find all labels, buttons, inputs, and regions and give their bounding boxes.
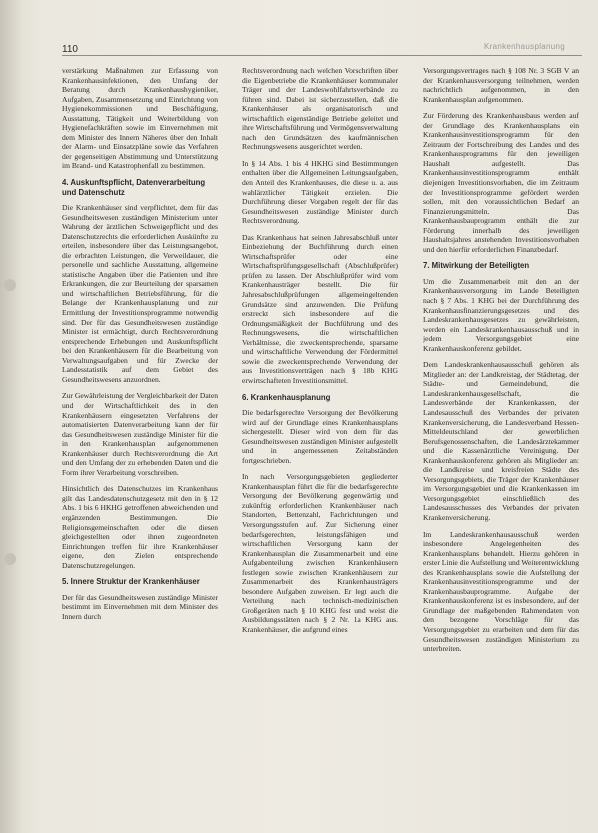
section-heading: 6. Krankenhausplanung: [242, 392, 331, 402]
paragraph: Zur Gewährleistung der Vergleichbarkeit der Daten und der Wirtschaftlichkeit des in den Krankenhäusern eingesetzten Verfahrens der automatisierten Datenverarbeitung kann der für das Gesundheitswesen zuständige Minister für die in den Krankenhausplan aufgenommenen Krankenhäuser durch Rechtsverordnung die Art und den Umfang der zu erhebenden Daten und die Form ihrer Verarbeitung vorschreiben.: [62, 391, 218, 477]
page-number: 110: [62, 44, 78, 55]
section-heading: 5. Innere Struktur der Krankenhäuser: [62, 577, 200, 587]
paragraph: Die Krankenhäuser sind verpflichtet, dem für das Gesundheitswesen zuständigen Ministerium unter Wahrung der ärztlichen Schweigepflicht und des Datenschutzrechts die erforderlichen Auskünfte zu erteilen, insbesondere über das Leistungsangebot, die erbrachten Leistungen, die Verweildauer, die personelle und sachliche Ausstattung, allgemeine statistische Angaben über die Patienten und ihre Erkrankungen, die zur Beurteilung der sparsamen und wirtschaftlichen Betriebsführung, für die Belange der Krankenhausplanung und zur Ermittlung der Investitionsprogramme notwendig sind. Der für das Gesundheitswesen zuständige Minister ist ermächtigt, durch Rechtsverordnung entsprechende Erhebungen und Auskunftspflicht bei den Krankenhäusern für die Bearbeitung von Verwaltungsaufgaben und für Zwecke der Landesstatistik auf dem Gebiet des Gesundheitswesens anzuordnen.: [62, 203, 218, 384]
paragraph: In nach Versorgungsgebieten gegliederter Krankenhausplan führt die für die bedarfsgerechte Versorgung der Bevölkerung gegenwärtig und zukünftig erforderlichen Krankenhäuser nach Standorten, Bettenzahl, Fachrichtungen und Versorgungsstufen auf. Zur Sicherung einer bedarfsgerechten, leistungsfähigen und wirtschaftlichen Versorgung kann der Krankenhausplan die Zusammenarbeit und eine Aufgabenteilung zwischen Krankenhäusern festlegen sowie zwischen Krankenhäusern zur Zusammenarbeit des Krankenhausträgers besondere Aufgaben zuweisen. Er legt auch die Verteilung nach technisch-medizinischen Großgeräten nach § 10 KHG fest und weist die Ausbildungsstätten nach § 2 Nr. 1a KHG aus. Krankenhäuser, die aufgrund eines: [242, 472, 398, 635]
header-rule: [62, 55, 582, 56]
punch-hole: [4, 279, 16, 291]
punch-hole: [4, 553, 16, 565]
paragraph: Versorgungsvertrages nach § 108 Nr. 3 SGB V an der Krankenhausversorgung teilnehmen, werden nachrichtlich aufgenommen, in den Krankenhausplan aufgenommen.: [423, 66, 579, 104]
paragraph: Rechtsverordnung nach welchen Vorschriften über die Eigenbetriebe die Krankenhäuser kommunaler Träger und der Landeswohlfahrtsverbände zu führen sind. Dabei ist sicherzustellen, daß die Krankenhäuser als organisatorisch und wirtschaftlich eigenständige Betriebe geleitet und ihre Wirtschaftsführung und Vermögensverwaltung nach den Grundsätzen des kaufmännischen Rechnungswesens ausgerichtet werden.: [242, 66, 398, 152]
paragraph: Zur Förderung des Krankenhausbaus werden auf der Grundlage des Krankenhausplans ein Krankenhausinvestitionsprogramm für den Zeitraum der Fortschreibung des Landes und des Krankenhausprogramms für den jeweiligen Haushalt aufgestellt. Das Krankenhausinvestitionsprogramm enthält diejenigen Investitionsvorhaben, die im Zeitraum der Investitionsprogramme gefördert werden sollen, mit den voraussichtlichen Bedarf an Finanzierungsmitteln. Das Krankenhausbauprogramm enthält die zur Förderung innerhalb des jeweiligen Haushaltsjahres anstehenden Investitionsvorhaben und den hierfür erforderlichen Finanzbedarf.: [423, 111, 579, 254]
section-heading: 7. Mitwirkung der Beteiligten: [423, 261, 530, 271]
text-column-1: [62, 66, 218, 826]
paragraph: Hinsichtlich des Datenschutzes im Krankenhaus gilt das Landesdatenschutzgesetz mit den in § 12 Abs. 1 bis 6 HKHG getroffenen abweichenden und ergänzenden Bestimmungen. Die Religionsgemeinschaften oder die diesen gleichgestellten oder ihnen zugeordneten Einrichtungen treffen für ihre Krankenhäuser eigene, den Zielen entsprechende Datenschutzregelungen.: [62, 484, 218, 570]
paragraph: Die bedarfsgerechte Versorgung der Bevölkerung wird auf der Grundlage eines Krankenhausplans sichergestellt. Dieser wird von dem für das Gesundheitswesen zuständigen Minister aufgestellt und in angemessenen Zeitabständen fortgeschrieben.: [242, 408, 398, 465]
section-heading: 4. Auskunftspflicht, Datenverarbeitung und Datenschutz: [62, 178, 206, 197]
paragraph: Dem Landeskrankenhausausschuß gehören als Mitglieder an: der Landkreistag, der Städtetag, der Städte- und Gemeindebund, die Landeskrankenhausgesellschaft, die Landesverbände der Krankenkassen, der Landesausschuß des Verbandes der privaten Krankenversicherung, die Landesverband Hessen-Mitteldeutschland der gewerblichen Berufsgenossenschaften, die Landesärztekammer und die Kassenärztliche Vereinigung. Der Krankenhauskonferenz gehören als Mitglieder an: die Landkreise und kreisfreien Städte des Versorgungsgebiets, die Träger der Krankenhäuser im Versorgungsgebiet und die Krankenkassen im Versorgungsgebiet einschließlich des Landesausschusses des Verbandes der privaten Krankenversicherung.: [423, 360, 579, 523]
paragraph: Um die Zusammenarbeit mit den an der Krankenhausversorgung im Lande Beteiligten nach § 7 Abs. 1 KHG bei der Durchführung des Krankenhausfinanzierungsgesetzes und des Landeskrankenhausgesetzes zu gewährleisten, werden ein Landeskrankenhausausschuß und in jedem Versorgungsgebiet eine Krankenhauskonferenz gebildet.: [423, 276, 579, 353]
paragraph: Der für das Gesundheitswesen zuständige Minister bestimmt im Einvernehmen mit dem Minister des Innern durch: [62, 592, 218, 621]
running-head: Krankenhausplanung: [484, 42, 566, 51]
page-edge-shadow: [0, 0, 22, 833]
paragraph: In § 14 Abs. 1 bis 4 HKHG sind Bestimmungen enthalten über die Allgemeinen Leitungsaufgaben, den Anteil des Krankenhauses, die diese u. a. aus wahlärztlicher Tätigkeit erzielen. Die Durchführung dieser Vorgaben regelt der für das Gesundheitswesen zuständige Minister durch Rechtsverordnung.: [242, 158, 398, 226]
paragraph: verstärkung Maßnahmen zur Erfassung von Krankenhausinfektionen, den Umfang der Beratung durch Krankenhaushygieniker, Aufgaben, Zusammensetzung und Einrichtung von Hygienekommissionen und Beschäftigung, Ausstattung, Tätigkeit und Weiterbildung von Hygienefachkräften sowie im Einvernehmen mit dem Minister des Innern Näheres über den Inhalt der Alarm- und Einsatzpläne sowie das Verfahren der gegenseitigen Abstimmung und Unterstützung im Brand- und Katastrophenfall zu bestimmen.: [62, 66, 218, 171]
paragraph: Im Landeskrankenhausausschuß werden insbesondere Angelegenheiten des Krankenhausplans behandelt. Hierzu gehören in erster Linie die Aufstellung und Weiterentwicklung des Krankenhausplans sowie die Aufstellung der Krankenhausinvestitionsprogramme und der Krankenhausbauprogramme. Aufgabe der Krankenhauskonferenz ist es insbesondere, auf der Grundlage der maßgebenden Rahmendaten von den bezogene Vorschläge für das Versorgungsgebiet zu erarbeiten und dem für das Gesundheitswesen zuständigen Ministerium zu unterbreiten.: [423, 529, 579, 654]
paragraph: Das Krankenhaus hat seinen Jahresabschluß unter Einbeziehung der Buchführung durch einen Wirtschaftsprüfer oder eine Wirtschaftsprüfungsgesellschaft (Abschlußprüfer) prüfen zu lassen. Der Abschlußprüfer wird vom Krankenhausträger bestellt. Die für Jahresabschlußprüfungen allgemeingeltenden Grundsätze sind anzuwenden. Die Prüfung erstreckt sich insbesondere auf die Ordnungsmäßigkeit der Buchführung und des Rechnungswesens, die wirtschaftlichen Verhältnisse, die zweckentsprechende, sparsame und wirtschaftliche Verwendung der Fördermittel sowie die zweckentsprechende Verwendung der aus Investitionsverträgen nach § 18b KHG erwirtschafteten Investitionsmittel.: [242, 232, 398, 385]
text-column-3: [423, 66, 579, 826]
text-column-2: [242, 66, 398, 826]
